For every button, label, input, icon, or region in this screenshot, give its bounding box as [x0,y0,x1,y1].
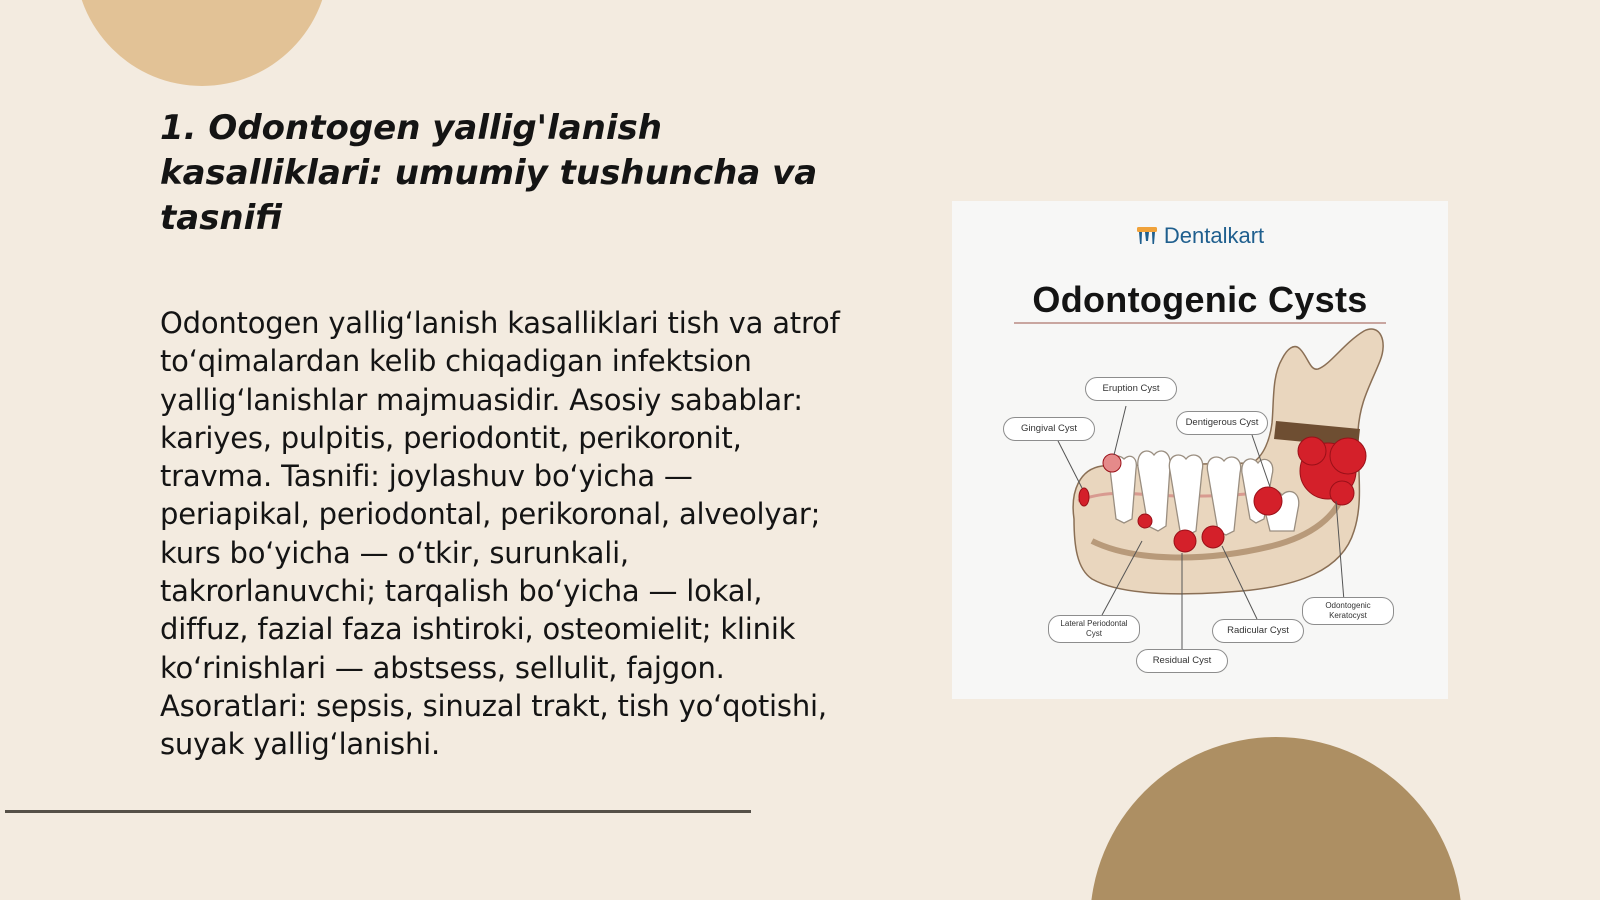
decorative-circle-top [75,0,329,86]
slide-title: 1. Odontogen yallig'lanish kasalliklari: umumiy tushuncha va tasnifi [160,108,818,238]
label-dentigerous-cyst: Dentigerous Cyst [1176,411,1268,435]
brand-name: Dentalkart [1163,223,1265,248]
label-radicular-cyst: Radicular Cyst [1212,619,1304,643]
slide-body-text: Odontogen yallig‘lanish kasalliklari tish va atrof to‘qimalardan kelib chiqadigan infektsion yallig‘lanishlar majmuasidir. Asosiy sabablar: kariyes, pulpitis, periodontit, perikoronit, travma. Tasnifi: joylashuv bo‘yicha — periapikal, periodontal, perikoronal, alveolyar; kurs bo‘yicha — o‘tkir, surunkali, takrorlanuvchi; tarqalish bo‘yicha — lokal, diffuz, fazial faza ishtiroki, osteomielit; klinik ko‘rinishlari — abstsess, sellulit, fajgon. Asoratlari: sepsis, sinuzal trakt, tish yo‘qotishi, suyak yallig‘lanishi. [160,306,840,762]
label-gingival-cyst: Gingival Cyst [1003,417,1095,441]
odontogenic-cysts-figure [952,201,1448,699]
label-lateral-periodontal-cyst: Lateral Periodontal Cyst [1048,615,1140,643]
label-residual-cyst: Residual Cyst [1136,649,1228,673]
divider-line [5,810,751,813]
label-odontogenic-keratocyst: Odontogenic Keratocyst [1302,597,1394,625]
figure-title: Odontogenic Cysts [1032,279,1368,320]
decorative-circle-bottom [1090,737,1462,900]
label-eruption-cyst: Eruption Cyst [1085,377,1177,401]
